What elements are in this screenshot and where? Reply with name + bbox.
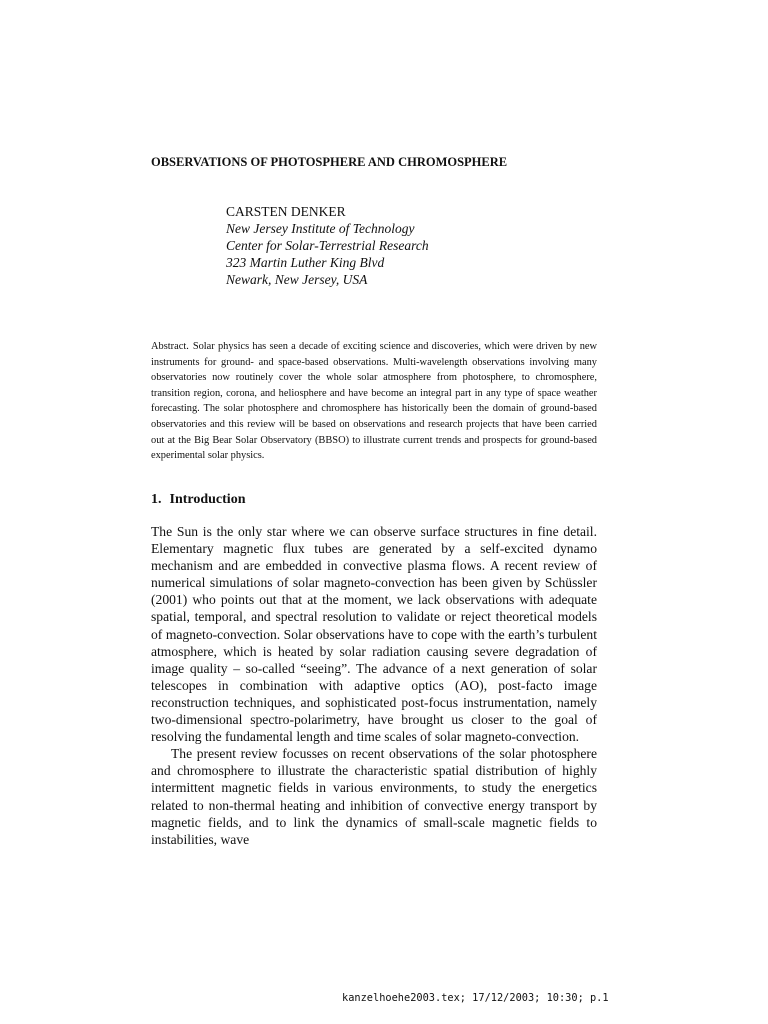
section-title: Introduction (169, 492, 246, 507)
affiliation-city: Newark, New Jersey, USA (226, 272, 368, 287)
abstract-label: Abstract. (151, 341, 189, 352)
section-body (151, 523, 597, 848)
section-heading (151, 491, 245, 509)
body-paragraph-2: The present review focusses on recent observations of the solar photosphere and chromosphere to illustrate the characteristic spatial distribution of highly intermittent magnetic fields in various environments, to study the energetics related to non-thermal heating and inhibition of convective energy transport by magnetic fields, and to link the dynamics of small-scale magnetic fields to instabilities, wave (151, 746, 597, 847)
paper-title: OBSERVATIONS OF PHOTOSPHERE AND CHROMOSPHERE (151, 155, 508, 169)
page-footer: kanzelhoehe2003.tex; 17/12/2003; 10:30; p.1 (342, 992, 609, 1004)
affiliation-center: Center for Solar-Terrestrial Research (226, 238, 429, 253)
author-name: CARSTEN DENKER (226, 204, 346, 219)
body-paragraph-1: The Sun is the only star where we can observe surface structures in fine detail. Elementary magnetic flux tubes are generated by a self-excited dynamo mechanism and are embedded in convective plasma flows. A recent review of numerical simulations of solar magneto-convection has been given by Schüssler (2001) who points out that at the moment, we lack observations with adequate spatial, temporal, and spectral resolution to validate or reject theoretical models of magneto-convection. Solar observations have to cope with the earth’s turbulent atmosphere, which is heated by solar radiation causing severe degradation of image quality – so-called “seeing”. The advance of a next generation of solar telescopes in combination with adaptive optics (AO), post-facto image reconstruction techniques, and sophisticated post-focus instrumentation, namely two-dimensional spectro-polarimetry, have brought us closer to the goal of resolving the fundamental length and time scales of solar magneto-convection. (151, 524, 597, 745)
affiliation-institution: New Jersey Institute of Technology (226, 221, 415, 236)
section-number: 1. (151, 492, 162, 507)
affiliation-street: 323 Martin Luther King Blvd (226, 255, 385, 270)
abstract-text: Solar physics has seen a decade of exciting science and discoveries, which were driven by new instruments for ground- and space-based observations. Multi-wavelength observations involving many observatories now routinely cover the whole solar atmosphere from photosphere, to chromosphere, transition region, corona, and heliosphere and have become an integral part in any type of space weather forecasting. The solar photosphere and chromosphere has historically been the domain of ground-based observatories and this review will be based on observations and research projects that have been carried out at the Big Bear Solar Observatory (BBSO) to illustrate current trends and prospects for ground-based experimental solar physics. (151, 341, 597, 462)
abstract (151, 339, 597, 464)
